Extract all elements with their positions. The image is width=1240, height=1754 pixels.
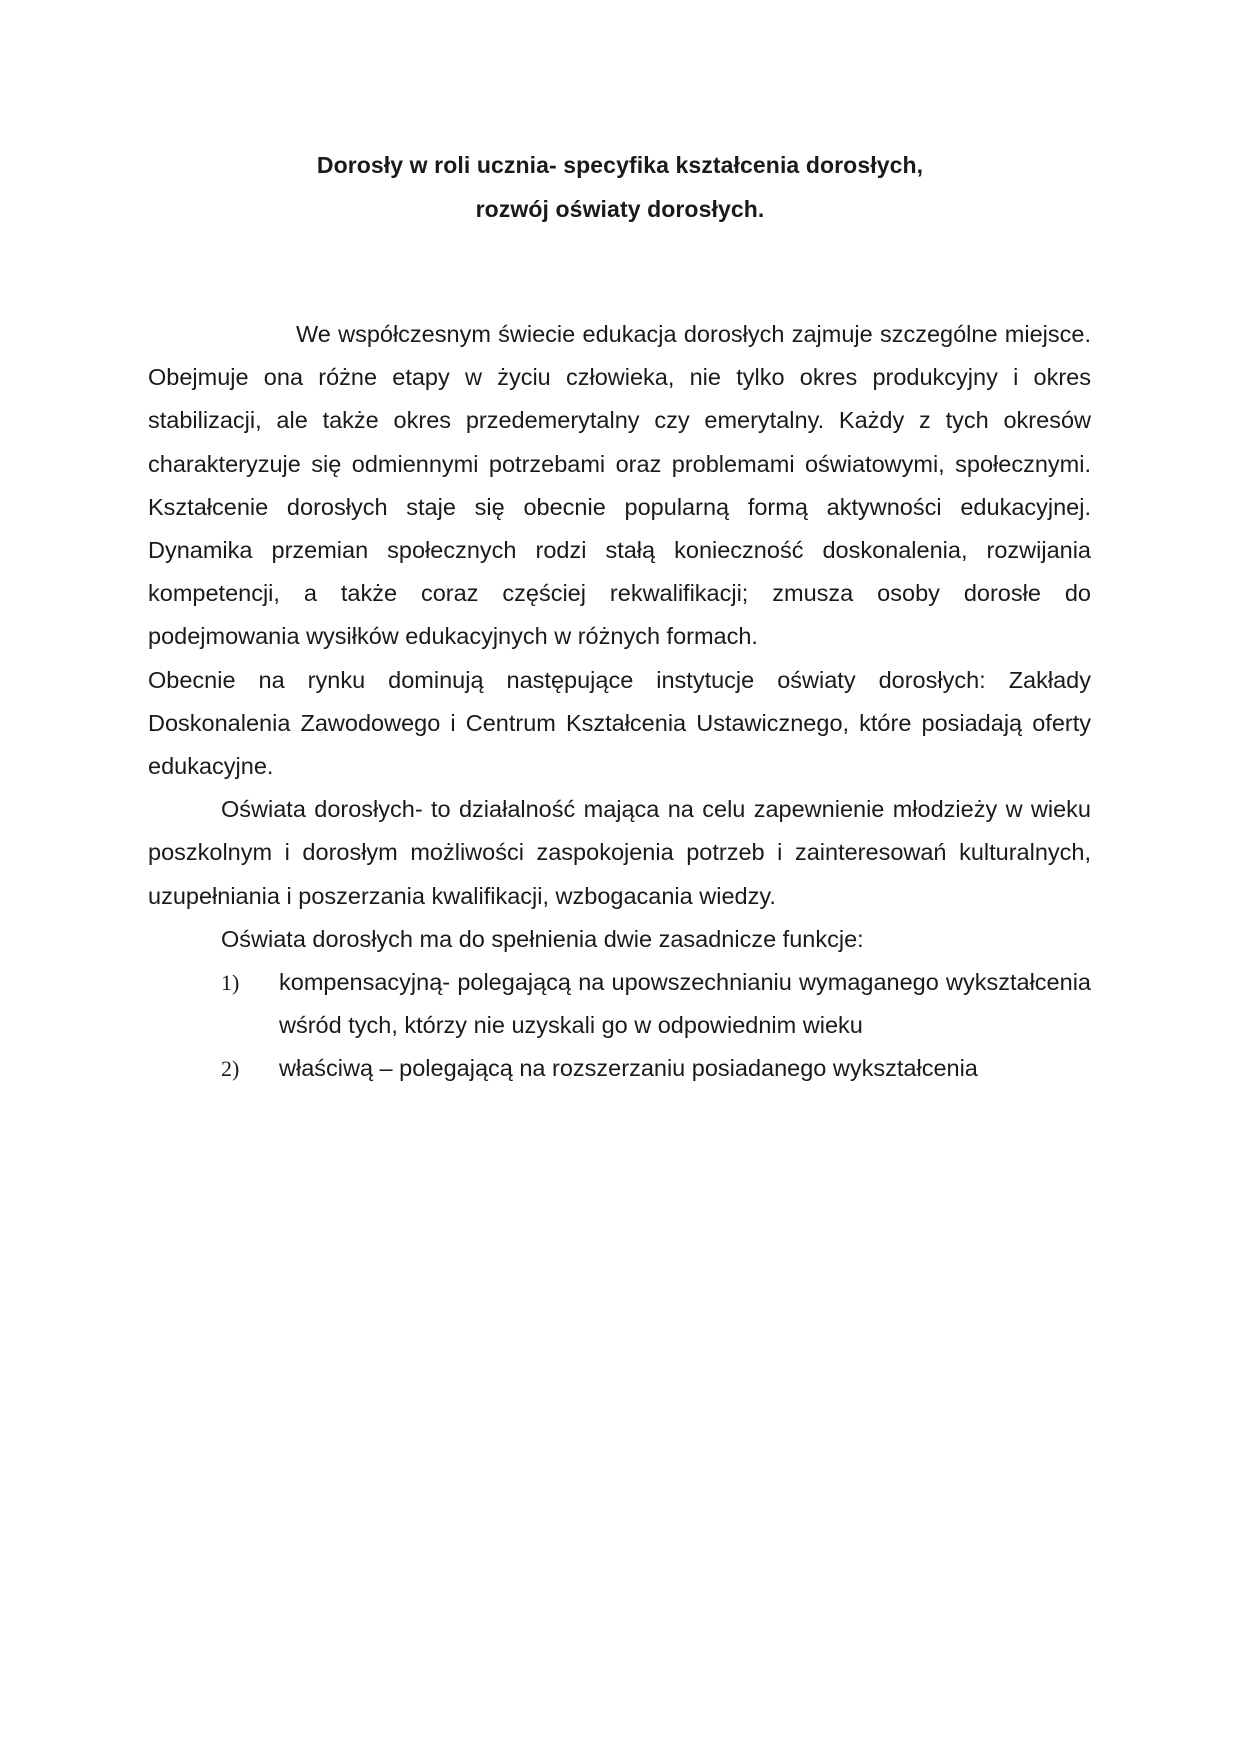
document-title (148, 143, 1092, 231)
list-item (148, 1047, 1091, 1090)
paragraph-definition: Oświata dorosłych- to działalność mająca na celu zapewnienie młodzieży w wieku poszkolnym i dorosłym możliwości zaspokojenia potrzeb i zainteresowań kulturalnych, uzupełniania i poszerzania kwalifikacji, wzbogacania wiedzy. (148, 796, 1091, 909)
title-line-2: rozwój oświaty dorosłych. (475, 196, 765, 222)
list-item-text: kompensacyjną- polegającą na upowszechnianiu wymaganego wykształcenia wśród tych, którzy nie uzyskali go w odpowiednim wieku (279, 969, 1091, 1039)
paragraph-institutions: Obecnie na rynku dominują następujące instytucje oświaty dorosłych: Zakłady Doskonalenia Zawodowego i Centrum Kształcenia Ustawicznego, które posiadają oferty edukacyjne. (148, 666, 1091, 780)
list-item-number: 1) (221, 970, 240, 996)
list-item-text: właściwą – polegającą na rozszerzaniu posiadanego wykształcenia (279, 1055, 978, 1082)
paragraph-intro: We współczesnym świecie edukacja dorosłych zajmuje szczególne miejsce. Obejmuje ona różne etapy w życiu człowieka, nie tylko okres produkcyjny i okres stabilizacji, ale także okres przedemerytalny czy emerytalny. Każdy z tych okresów charakteryzuje się odmiennymi potrzebami oraz problemami oświatowymi, społecznymi. Kształcenie dorosłych staje się obecnie popularną formą aktywności edukacyjnej. Dynamika przemian społecznych rodzi stałą konieczność doskonalenia, rozwijania kompetencji, a także coraz częściej rekwalifikacji; zmusza osoby dorosłe do podejmowania wysiłków edukacyjnych w różnych formach. (148, 321, 1091, 650)
title-line-1: Dorosły w roli ucznia- specyfika kształcenia dorosłych, (316, 152, 924, 178)
list-item (148, 961, 1091, 1047)
list-item-number: 2) (221, 1056, 240, 1082)
document-body (148, 313, 1091, 1091)
paragraph-functions-intro: Oświata dorosłych ma do spełnienia dwie zasadnicze funkcje: (221, 925, 864, 952)
functions-list (148, 961, 1091, 1091)
